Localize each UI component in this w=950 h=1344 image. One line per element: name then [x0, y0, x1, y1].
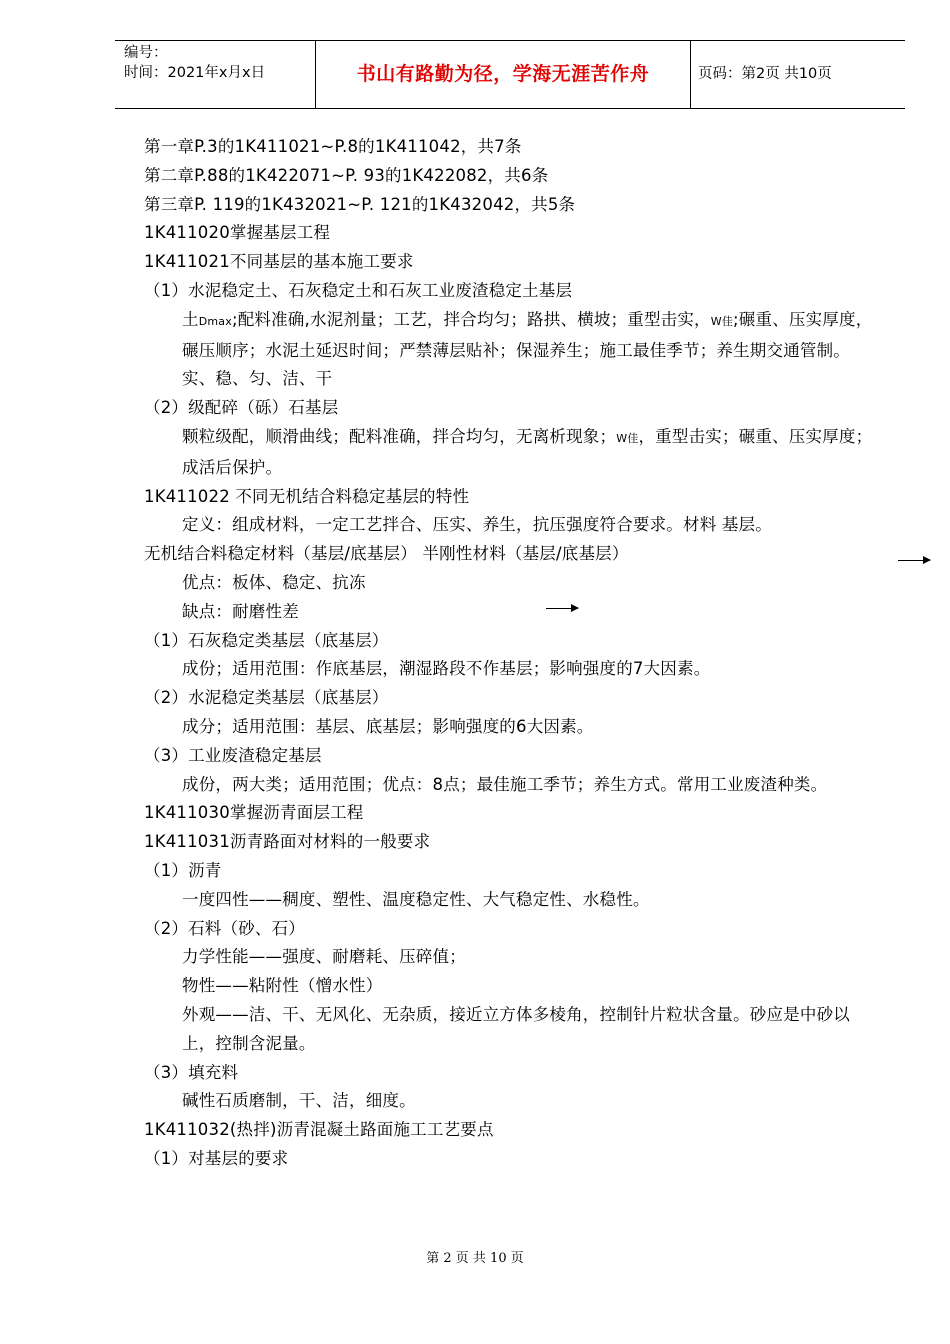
subsection-heading: （1）沥青	[144, 860, 222, 880]
text-line: 第一章P.3的1K411021~P.8的1K411042，共7条	[144, 137, 522, 156]
paragraph	[144, 423, 874, 483]
text-line: 实、稳、匀、洁、干	[182, 369, 333, 389]
doc-time-label: 时间：2021年x月x日	[124, 65, 266, 81]
subscript-w: W佳	[616, 431, 639, 445]
text-line: 第三章P. 119的1K432021~P. 121的1K432042，共5条	[144, 194, 576, 214]
subsection-heading: （2）级配碎（砾）石基层	[144, 398, 339, 418]
subscript-dmax: Dmax	[198, 314, 232, 328]
text-line: 一度四性——稠度、塑性、温度稳定性、大气稳定性、水稳性。	[182, 889, 650, 909]
subsection-heading: （3）工业废渣稳定基层	[144, 745, 322, 765]
text-line: 成分；适用范围：基层、底基层；影响强度的6大因素。	[182, 716, 594, 736]
text-span: 颗粒级配，顺滑曲线；配料准确，拌合均匀，无离析现象；	[182, 426, 617, 446]
section-heading: 1K411032(热拌)沥青混凝土路面施工工艺要点	[144, 1120, 494, 1140]
subsection-heading: （2）水泥稳定类基层（底基层）	[144, 688, 389, 708]
paragraph: 外观——洁、干、无风化、无杂质，接近立方体多棱角，控制针片粒状含量。砂应是中砂以上，控制含泥量。	[182, 1004, 850, 1053]
header-motto: 书山有路勤为径，学海无涯苦作舟	[315, 41, 691, 108]
arrow-right-icon	[898, 560, 930, 561]
header-page-label: 页码：第2页 共10页	[698, 66, 832, 82]
text-span: 土	[182, 309, 199, 329]
subscript-w: W佳	[710, 314, 734, 328]
section-heading: 1K411030掌握沥青面层工程	[144, 803, 364, 823]
document-body	[144, 133, 874, 1174]
subsection-heading: （3）填充料	[144, 1062, 239, 1082]
text-line: 缺点：耐磨性差	[182, 601, 299, 621]
page-footer: 第 2 页 共 10 页	[426, 1251, 524, 1266]
text-span: ;配料准确,水泥剂量；工艺，拌合均匀；路拱、横坡；重型击实，	[231, 309, 711, 329]
doc-number-label: 编号：	[124, 45, 168, 61]
paragraph: 成份，两大类；适用范围；优点：8点；最佳施工季节；养生方式。常用工业废渣种类。	[182, 774, 828, 794]
header-meta	[115, 41, 315, 108]
section-heading: 1K411021不同基层的基本施工要求	[144, 252, 414, 272]
text-line: 成份；适用范围：作底基层，潮湿路段不作基层；影响强度的7大因素。	[182, 659, 711, 679]
subsection-heading: （1）对基层的要求	[144, 1148, 289, 1168]
page-header	[115, 40, 905, 109]
text-span: ，重型击实；碾重、压实厚度；成活后保护。	[182, 426, 873, 477]
section-heading: 1K411022 不同无机结合料稳定基层的特性	[144, 486, 470, 506]
text-line: 碱性石质磨制，干、洁，细度。	[182, 1091, 416, 1111]
subsection-heading: （2）石料（砂、石）	[144, 918, 305, 938]
subsection-heading: （1）石灰稳定类基层（底基层）	[144, 630, 389, 650]
text-span: ;碾重、压实厚度，碾压顺序；水泥土延迟时间；严禁薄层贴补；保湿养生；施工最佳季节；养生期交通管制。	[182, 309, 873, 360]
text-line: 无机结合料稳定材料（基层/底基层） 半刚性材料（基层/底基层）	[144, 544, 629, 564]
section-heading: 1K411020掌握基层工程	[144, 223, 331, 243]
text-line: 物性——粘附性（憎水性）	[182, 976, 383, 996]
text-line: 力学性能——强度、耐磨耗、压碎值；	[182, 947, 466, 967]
paragraph	[144, 306, 874, 366]
text-line: 定义：组成材料，一定工艺拌合、压实、养生，抗压强度符合要求。材料 基层。	[182, 515, 772, 535]
section-heading: 1K411031沥青路面对材料的一般要求	[144, 832, 431, 852]
arrow-right-icon	[546, 608, 578, 609]
text-line: 第二章P.88的1K422071~P. 93的1K422082，共6条	[144, 165, 549, 185]
subsection-heading: （1）水泥稳定土、石灰稳定土和石灰工业废渣稳定土基层	[144, 280, 573, 300]
text-line: 优点：板体、稳定、抗冻	[182, 572, 366, 592]
